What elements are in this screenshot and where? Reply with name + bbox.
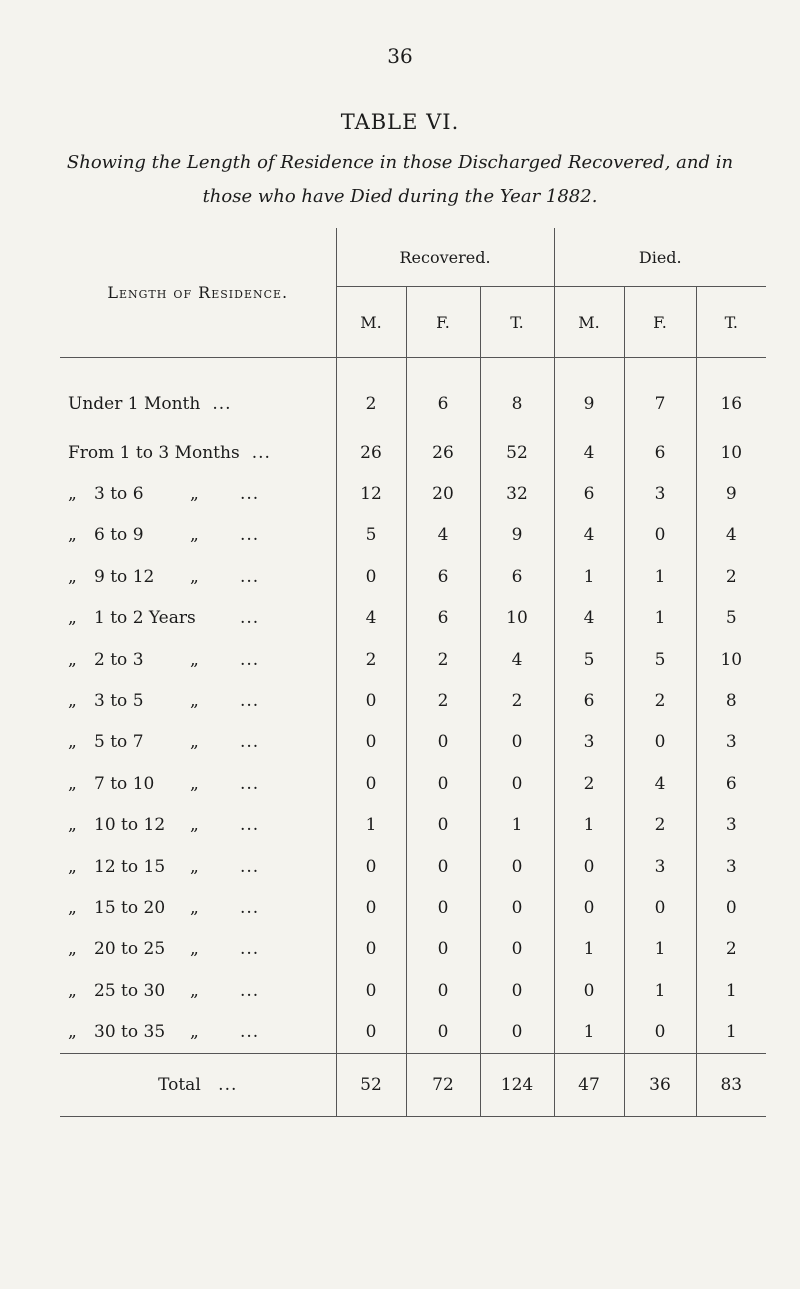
cell-died-m: 6 xyxy=(554,680,624,721)
leader-dots: ... xyxy=(240,484,260,505)
cell-died-t: 9 xyxy=(696,473,766,514)
cell-recovered-t: 0 xyxy=(480,763,554,804)
table-body xyxy=(60,358,766,1054)
cell-recovered-t: 0 xyxy=(480,846,554,887)
leader-dots: ... xyxy=(240,525,260,546)
cell-recovered-t: 52 xyxy=(480,432,554,473)
row-label xyxy=(60,680,336,721)
total-recovered-f: 72 xyxy=(406,1053,480,1116)
cell-recovered-f: 4 xyxy=(406,515,480,556)
row-label xyxy=(60,763,336,804)
cell-recovered-m: 0 xyxy=(336,846,406,887)
row-label xyxy=(60,929,336,970)
cell-recovered-m: 0 xyxy=(336,929,406,970)
row-range-text: 3 to 5 xyxy=(94,691,144,712)
cell-recovered-m: 12 xyxy=(336,473,406,514)
cell-recovered-f: 0 xyxy=(406,1011,480,1053)
total-label-cell xyxy=(60,1053,336,1116)
cell-died-f: 1 xyxy=(624,556,696,597)
ditto-mark: „ xyxy=(190,980,199,1001)
row-label xyxy=(60,515,336,556)
leader-dots: ... xyxy=(240,980,260,1001)
ditto-mark: „ xyxy=(68,691,77,712)
cell-recovered-f: 0 xyxy=(406,763,480,804)
cell-recovered-t: 32 xyxy=(480,473,554,514)
column-header-recovered-t: T. xyxy=(480,287,554,358)
cell-died-m: 4 xyxy=(554,515,624,556)
cell-recovered-t: 0 xyxy=(480,722,554,763)
cell-died-t: 2 xyxy=(696,929,766,970)
cell-died-t: 10 xyxy=(696,432,766,473)
table-title: TABLE VI. xyxy=(340,110,460,134)
ditto-mark: „ xyxy=(190,897,199,918)
column-header-died-f: F. xyxy=(624,287,696,358)
cell-recovered-m: 2 xyxy=(336,358,406,433)
cell-died-m: 6 xyxy=(554,473,624,514)
cell-died-t: 1 xyxy=(696,970,766,1011)
table-row xyxy=(60,805,766,846)
cell-recovered-f: 20 xyxy=(406,473,480,514)
leader-dots: ... xyxy=(240,939,260,960)
cell-died-f: 1 xyxy=(624,598,696,639)
cell-recovered-f: 0 xyxy=(406,887,480,928)
cell-died-f: 7 xyxy=(624,358,696,433)
cell-died-f: 3 xyxy=(624,846,696,887)
cell-recovered-m: 0 xyxy=(336,722,406,763)
cell-recovered-f: 2 xyxy=(406,639,480,680)
ditto-mark: „ xyxy=(68,484,77,505)
leader-dots: ... xyxy=(251,442,271,463)
ditto-mark: „ xyxy=(68,732,77,753)
table-row xyxy=(60,970,766,1011)
cell-died-f: 3 xyxy=(624,473,696,514)
cell-died-t: 8 xyxy=(696,680,766,721)
cell-recovered-m: 1 xyxy=(336,805,406,846)
cell-recovered-t: 10 xyxy=(480,598,554,639)
cell-died-f: 1 xyxy=(624,970,696,1011)
ditto-mark: „ xyxy=(68,1022,77,1043)
page-number: 36 xyxy=(387,44,413,68)
row-label xyxy=(60,639,336,680)
table-row xyxy=(60,639,766,680)
leader-dots: ... xyxy=(240,856,260,877)
row-range-text: 20 to 25 xyxy=(94,939,166,960)
cell-died-m: 0 xyxy=(554,970,624,1011)
cell-died-t: 1 xyxy=(696,1011,766,1053)
row-range-text: 5 to 7 xyxy=(94,732,144,753)
table-row xyxy=(60,929,766,970)
residence-table xyxy=(60,228,766,1117)
table-row xyxy=(60,846,766,887)
cell-recovered-m: 0 xyxy=(336,1011,406,1053)
ditto-mark: „ xyxy=(190,939,199,960)
row-label xyxy=(60,970,336,1011)
ditto-mark: „ xyxy=(68,939,77,960)
cell-recovered-m: 0 xyxy=(336,556,406,597)
cell-recovered-t: 2 xyxy=(480,680,554,721)
cell-died-m: 0 xyxy=(554,846,624,887)
row-label xyxy=(60,805,336,846)
column-header-recovered-m: M. xyxy=(336,287,406,358)
row-label xyxy=(60,722,336,763)
leader-dots: ... xyxy=(212,394,232,414)
cell-recovered-f: 0 xyxy=(406,722,480,763)
table-row xyxy=(60,763,766,804)
cell-died-t: 4 xyxy=(696,515,766,556)
cell-died-f: 6 xyxy=(624,432,696,473)
cell-died-m: 9 xyxy=(554,358,624,433)
leader-dots: ... xyxy=(240,732,260,753)
cell-died-f: 5 xyxy=(624,639,696,680)
table-row xyxy=(60,473,766,514)
cell-died-t: 2 xyxy=(696,556,766,597)
cell-died-f: 4 xyxy=(624,763,696,804)
cell-died-t: 10 xyxy=(696,639,766,680)
cell-died-m: 5 xyxy=(554,639,624,680)
leader-dots: ... xyxy=(240,773,260,794)
cell-recovered-t: 1 xyxy=(480,805,554,846)
cell-recovered-f: 6 xyxy=(406,598,480,639)
cell-died-f: 0 xyxy=(624,515,696,556)
row-label-text: Under 1 Month xyxy=(68,394,201,414)
cell-recovered-t: 0 xyxy=(480,970,554,1011)
cell-died-t: 6 xyxy=(696,763,766,804)
cell-died-m: 1 xyxy=(554,929,624,970)
cell-died-t: 3 xyxy=(696,722,766,763)
total-recovered-m: 52 xyxy=(336,1053,406,1116)
row-label xyxy=(60,556,336,597)
ditto-mark: „ xyxy=(68,815,77,836)
ditto-mark: „ xyxy=(190,525,199,546)
column-header-length-of-residence: Length of Residence. xyxy=(60,228,336,358)
cell-recovered-f: 6 xyxy=(406,358,480,433)
ditto-mark: „ xyxy=(68,566,77,587)
cell-recovered-t: 9 xyxy=(480,515,554,556)
ditto-mark: „ xyxy=(68,980,77,1001)
ditto-mark: „ xyxy=(190,691,199,712)
table-row xyxy=(60,432,766,473)
cell-recovered-m: 0 xyxy=(336,887,406,928)
total-died-t: 83 xyxy=(696,1053,766,1116)
cell-died-f: 1 xyxy=(624,929,696,970)
row-label xyxy=(60,473,336,514)
leader-dots: ... xyxy=(240,566,260,587)
leader-dots: ... xyxy=(218,1074,238,1095)
leader-dots: ... xyxy=(240,815,260,836)
cell-recovered-f: 0 xyxy=(406,846,480,887)
table-row xyxy=(60,556,766,597)
cell-died-t: 3 xyxy=(696,805,766,846)
row-range-text: 3 to 6 xyxy=(94,484,144,505)
cell-died-f: 0 xyxy=(624,887,696,928)
total-died-f: 36 xyxy=(624,1053,696,1116)
cell-recovered-t: 4 xyxy=(480,639,554,680)
table-row xyxy=(60,515,766,556)
row-range-text: 1 to 2 Years xyxy=(94,608,196,629)
row-range-text: 2 to 3 xyxy=(94,649,144,670)
cell-died-f: 0 xyxy=(624,1011,696,1053)
cell-recovered-m: 26 xyxy=(336,432,406,473)
cell-recovered-m: 0 xyxy=(336,763,406,804)
cell-died-f: 0 xyxy=(624,722,696,763)
total-label: Total xyxy=(158,1074,201,1095)
row-label-text: From 1 to 3 Months xyxy=(68,442,240,463)
total-row xyxy=(60,1053,766,1116)
ditto-mark: „ xyxy=(190,484,199,505)
cell-died-m: 4 xyxy=(554,432,624,473)
table-row xyxy=(60,1011,766,1053)
cell-recovered-t: 0 xyxy=(480,1011,554,1053)
row-range-text: 6 to 9 xyxy=(94,525,144,546)
cell-recovered-t: 8 xyxy=(480,358,554,433)
ditto-mark: „ xyxy=(68,649,77,670)
table-caption: Showing the Length of Residence in those Discharged Recovered, and in those who have Died during the Year 1882. xyxy=(66,152,734,207)
cell-recovered-t: 0 xyxy=(480,929,554,970)
leader-dots: ... xyxy=(240,649,260,670)
column-header-recovered: Recovered. xyxy=(336,228,554,287)
row-range-text: 7 to 10 xyxy=(94,773,155,794)
cell-recovered-m: 0 xyxy=(336,970,406,1011)
leader-dots: ... xyxy=(240,1022,260,1043)
row-range-text: 15 to 20 xyxy=(94,897,166,918)
cell-recovered-f: 26 xyxy=(406,432,480,473)
cell-recovered-f: 0 xyxy=(406,805,480,846)
cell-recovered-m: 5 xyxy=(336,515,406,556)
ditto-mark: „ xyxy=(68,856,77,877)
total-recovered-t: 124 xyxy=(480,1053,554,1116)
row-label xyxy=(60,1011,336,1053)
cell-died-t: 3 xyxy=(696,846,766,887)
row-range-text: 9 to 12 xyxy=(94,566,155,587)
row-label xyxy=(60,598,336,639)
cell-died-m: 0 xyxy=(554,887,624,928)
ditto-mark: „ xyxy=(190,649,199,670)
ditto-mark: „ xyxy=(190,856,199,877)
table-row xyxy=(60,722,766,763)
cell-died-m: 3 xyxy=(554,722,624,763)
cell-recovered-m: 0 xyxy=(336,680,406,721)
cell-recovered-m: 4 xyxy=(336,598,406,639)
row-range-text: 30 to 35 xyxy=(94,1022,166,1043)
row-label xyxy=(60,887,336,928)
row-label xyxy=(60,432,336,473)
cell-died-t: 0 xyxy=(696,887,766,928)
ditto-mark: „ xyxy=(190,1022,199,1043)
cell-died-t: 5 xyxy=(696,598,766,639)
table-row xyxy=(60,598,766,639)
leader-dots: ... xyxy=(240,897,260,918)
total-died-m: 47 xyxy=(554,1053,624,1116)
ditto-mark: „ xyxy=(190,732,199,753)
row-range-text: 25 to 30 xyxy=(94,980,166,1001)
ditto-mark: „ xyxy=(190,815,199,836)
ditto-mark: „ xyxy=(190,566,199,587)
ditto-mark: „ xyxy=(68,525,77,546)
table-row xyxy=(60,887,766,928)
cell-died-f: 2 xyxy=(624,680,696,721)
column-header-recovered-f: F. xyxy=(406,287,480,358)
cell-recovered-f: 0 xyxy=(406,970,480,1011)
row-label xyxy=(60,846,336,887)
ditto-mark: „ xyxy=(68,608,77,629)
leader-dots: ... xyxy=(240,691,260,712)
cell-died-m: 2 xyxy=(554,763,624,804)
cell-died-m: 4 xyxy=(554,598,624,639)
column-header-died-m: M. xyxy=(554,287,624,358)
column-header-died: Died. xyxy=(554,228,766,287)
ditto-mark: „ xyxy=(68,773,77,794)
row-range-text: 10 to 12 xyxy=(94,815,166,836)
leader-dots: ... xyxy=(240,608,260,629)
cell-recovered-f: 6 xyxy=(406,556,480,597)
cell-died-f: 2 xyxy=(624,805,696,846)
cell-recovered-m: 2 xyxy=(336,639,406,680)
cell-recovered-f: 2 xyxy=(406,680,480,721)
cell-died-m: 1 xyxy=(554,556,624,597)
cell-recovered-t: 0 xyxy=(480,887,554,928)
ditto-mark: „ xyxy=(190,773,199,794)
row-label xyxy=(60,358,336,433)
cell-recovered-f: 0 xyxy=(406,929,480,970)
column-header-died-t: T. xyxy=(696,287,766,358)
table-row xyxy=(60,358,766,433)
cell-recovered-t: 6 xyxy=(480,556,554,597)
table-row xyxy=(60,680,766,721)
ditto-mark: „ xyxy=(68,897,77,918)
cell-died-m: 1 xyxy=(554,1011,624,1053)
cell-died-t: 16 xyxy=(696,358,766,433)
cell-died-m: 1 xyxy=(554,805,624,846)
row-range-text: 12 to 15 xyxy=(94,856,166,877)
